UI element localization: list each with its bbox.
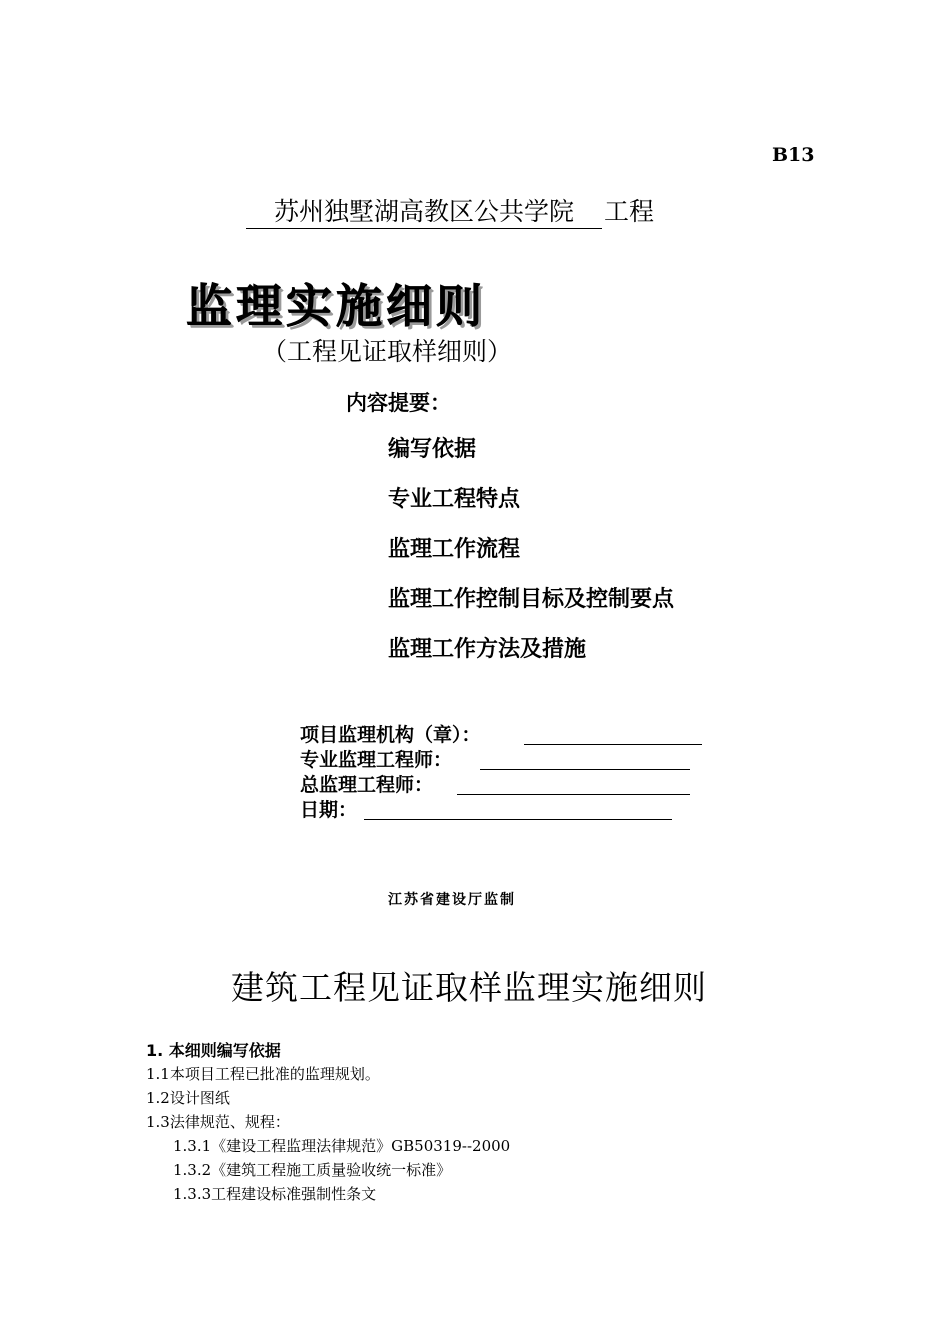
project-name: 苏州独墅湖高教区公共学院 xyxy=(246,196,602,229)
specialist-engineer-blank xyxy=(480,769,690,770)
section-subitem: 1.3.1《建设工程监理法律规范》GB50319--2000 xyxy=(173,1137,511,1155)
section-item: 1.3法律规范、规程： xyxy=(146,1113,290,1131)
cover-sub-title: （工程见证取样细则） xyxy=(262,337,513,366)
section-items xyxy=(146,1062,510,1206)
org-seal-blank xyxy=(524,744,702,745)
form-code: B13 xyxy=(772,144,815,166)
chief-engineer-label: 总监理工程师： xyxy=(300,774,434,796)
signature-row-org xyxy=(300,723,481,748)
section-subitem: 1.3.2《建筑工程施工质量验收统一标准》 xyxy=(173,1161,452,1179)
section-subitem: 1.3.3工程建设标准强制性条文 xyxy=(173,1185,377,1203)
project-name-line xyxy=(246,192,654,229)
signature-row-specialist xyxy=(300,748,481,773)
signature-block xyxy=(300,723,481,823)
cover-main-title: 监理实施细则 xyxy=(186,279,486,333)
specialist-engineer-label: 专业监理工程师： xyxy=(300,749,453,771)
chief-engineer-blank xyxy=(457,794,690,795)
summary-item: 监理工作方法及措施 xyxy=(388,637,587,662)
summary-item: 编写依据 xyxy=(388,437,477,462)
signature-row-chief xyxy=(300,773,481,798)
summary-list xyxy=(388,433,674,683)
project-suffix: 工程 xyxy=(604,197,655,226)
section-item: 1.2设计图纸 xyxy=(146,1089,230,1107)
section-heading: 1. 本细则编写依据 xyxy=(146,1041,281,1060)
issuer-note: 江苏省建设厅监制 xyxy=(388,892,516,908)
document-title: 建筑工程见证取样监理实施细则 xyxy=(231,968,707,1007)
summary-heading: 内容提要： xyxy=(346,391,451,415)
org-seal-label: 项目监理机构（章）： xyxy=(300,724,481,746)
summary-item: 监理工作流程 xyxy=(388,537,521,562)
signature-row-date xyxy=(300,798,481,823)
date-blank xyxy=(364,819,672,820)
date-label: 日期： xyxy=(300,799,358,821)
summary-item: 专业工程特点 xyxy=(388,487,521,512)
summary-item: 监理工作控制目标及控制要点 xyxy=(388,587,675,612)
section-item: 1.1本项目工程已批准的监理规划。 xyxy=(146,1065,380,1083)
